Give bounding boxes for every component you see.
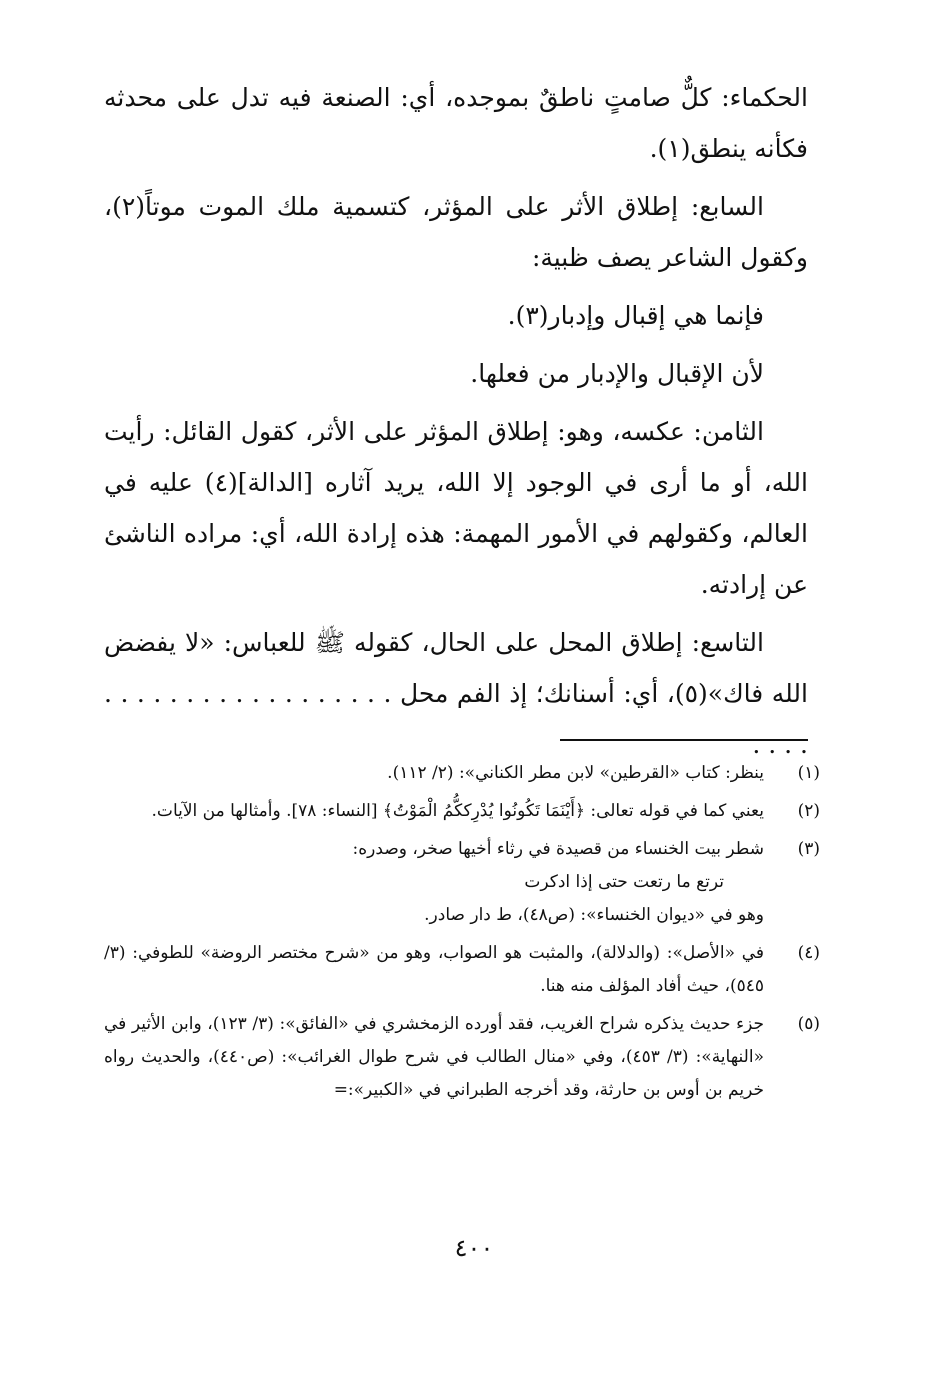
footnote-5	[104, 1008, 820, 1107]
footnote-number: (١)	[797, 763, 820, 783]
footnote-text: ينظر: كتاب «القرطين» لابن مطر الكناني»: (٢/ ١١٢).	[387, 763, 764, 783]
main-text	[104, 72, 808, 777]
footnote-2	[104, 795, 820, 828]
footnote-separator	[560, 739, 808, 741]
paragraph-6: التاسع: إطلاق المحل على الحال، كقوله ﷺ للعباس: «لا يفضض الله فاك»(٥)، أي: أسنانك؛ إذ الفم محل . . . . . . . . . . . . . . . . . . . . . .	[104, 628, 808, 759]
footnote-text: جزء حديث يذكره شراح الغريب، فقد أورده الزمخشري في «الفائق»: (٣/ ١٢٣)، وابن الأثير في «النهاية»: (٣/ ٤٥٣)، وفي «منال الطالب في شرح طوال الغرائب»: (ص٤٤٠)، والحديث رواه خريم بن أوس بن حارثة، وقد أخرجه الطبراني في «الكبير»:=	[104, 1014, 764, 1100]
paragraph-1: الحكماء: كلٌّ صامتٍ ناطقٌ بموجده، أي: الصنعة فيه تدل على محدثه فكأنه ينطق(١).	[104, 83, 808, 163]
footnote-3	[104, 833, 820, 932]
footnote-number: (٢)	[797, 801, 820, 821]
paragraph-4: لأن الإقبال والإدبار من فعلها.	[470, 359, 764, 388]
footnote-text: يعني كما في قوله تعالى: ﴿أَيْنَمَا تَكُونُوا يُدْرِككُّمُ الْمَوْتُ﴾ [النساء: ٧٨]. وأمثالها من الآيات.	[151, 801, 764, 821]
footnote-text: في «الأصل»: (والدلالة)، والمثبت هو الصواب، وهو من «شرح مختصر الروضة» للطوفي: (٣/ ٥٤٥)، حيث أفاد المؤلف منه هنا.	[104, 943, 764, 996]
page-number: ٤٠٠	[454, 1234, 494, 1262]
footnote-number: (٥)	[797, 1014, 820, 1034]
footnotes	[104, 757, 820, 1112]
paragraph-2: السابع: إطلاق الأثر على المؤثر، كتسمية ملك الموت موتاً(٢)، وكقول الشاعر يصف ظبية:	[104, 192, 808, 272]
verse-line: فإنما هي إقبال وإدبار(٣).	[507, 301, 764, 330]
footnote-number: (٤)	[797, 943, 820, 963]
footnote-verse: ترتع ما رتعت حتى إذا ادكرت	[524, 872, 724, 892]
paragraph-5: الثامن: عكسه، وهو: إطلاق المؤثر على الأثر، كقول القائل: رأيت الله، أو ما أرى في الوجود إلا الله، يريد آثاره [الدالة](٤) عليه في العالم، وكقولهم في الأمور المهمة: هذه إرادة الله، أي: مراده الناشئ عن إرادته.	[104, 417, 808, 599]
footnote-number: (٣)	[797, 839, 820, 859]
footnote-text: شطر بيت الخنساء من قصيدة في رثاء أخيها صخر، وصدره:	[352, 839, 764, 859]
footnote-text-continued: وهو في «ديوان الخنساء»: (ص٤٨)، ط دار صادر.	[424, 905, 764, 925]
footnote-4	[104, 937, 820, 1003]
footnote-1	[104, 757, 820, 790]
